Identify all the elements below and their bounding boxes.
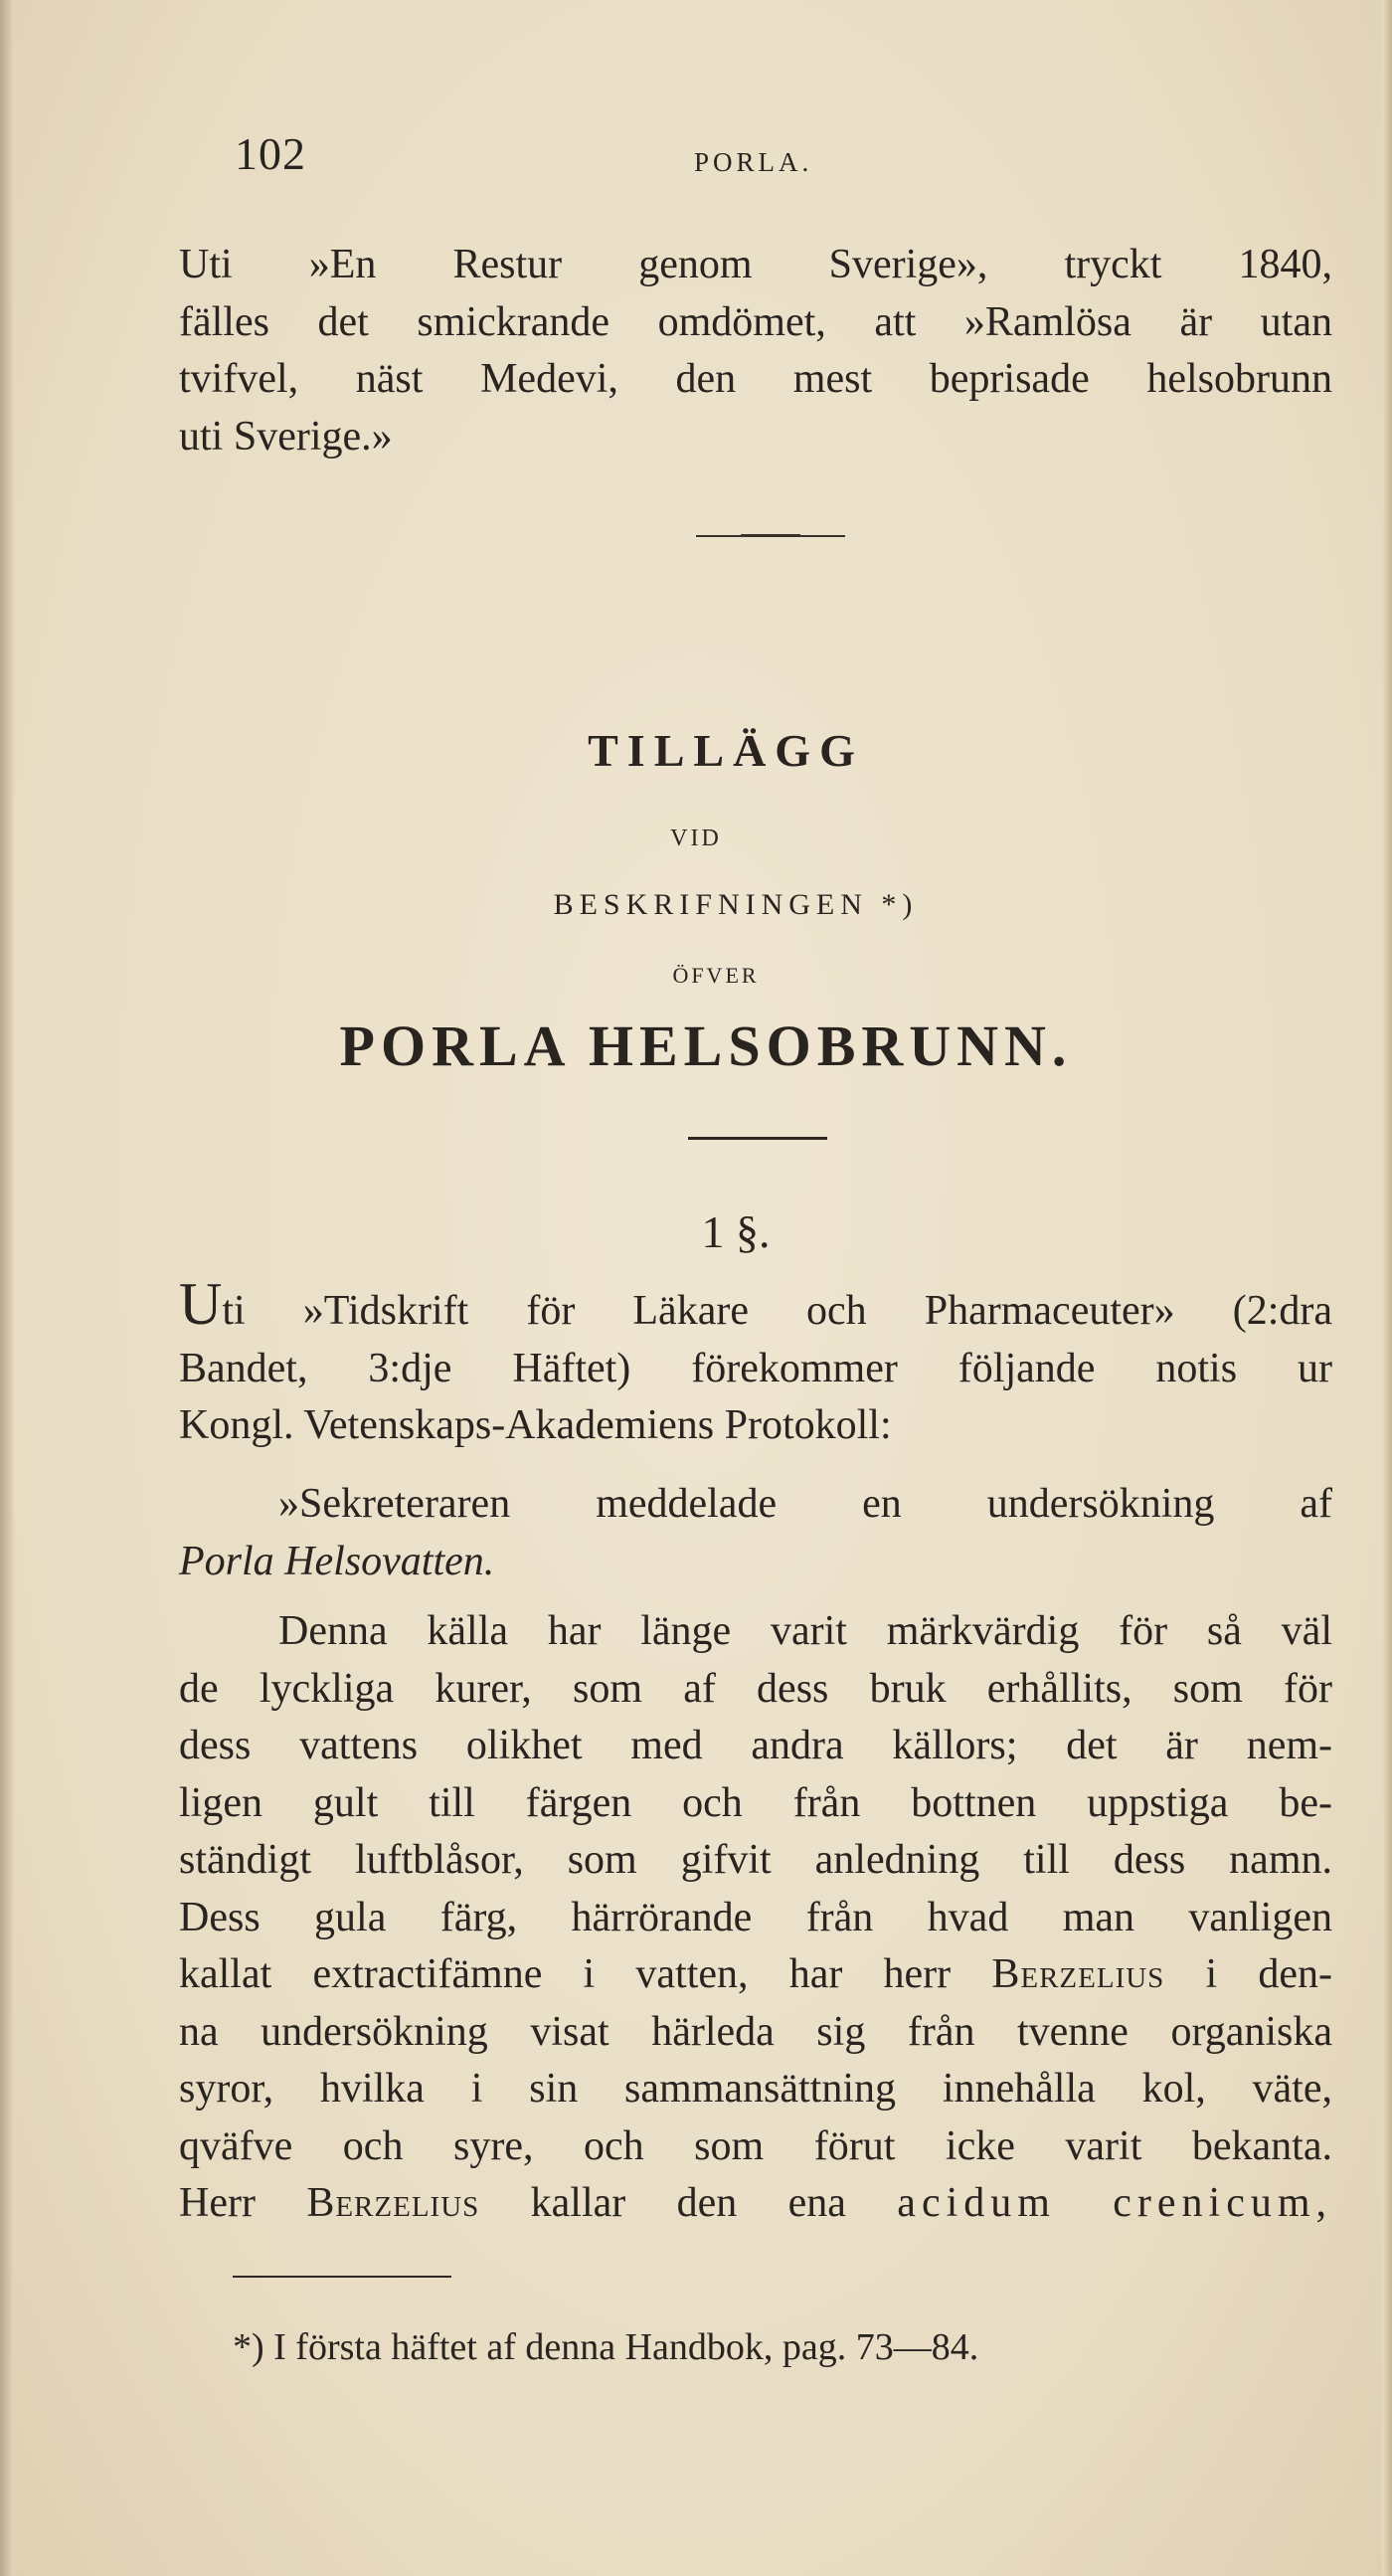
text-line: Dess gula färg, härrörande från hvad man vanligen [179,1894,1332,1940]
text-line: uti Sverige.» [179,413,393,460]
ornamental-rule [696,535,845,537]
author-name: Berzelius [306,2180,480,2226]
page-left-edge [0,0,14,2576]
page-number: 102 [235,128,306,179]
section-paragraph-2 [179,1476,1332,1590]
text-line: »Sekreteraren meddelade en undersökning af [278,1481,1332,1527]
title-ofver: ÖFVER [672,963,760,988]
text-line: ständigt luftblåsor, som gifvit anledning till dess namn. [179,1837,1332,1883]
text-line: tvifvel, näst Medevi, den mest beprisade helsobrunn [179,356,1332,402]
text-fragment: ti »Tidskrift för Läkare och Pharmaceuter» (2:dra [222,1288,1332,1334]
text-line: Uti »En Restur genom Sverige», tryckt 1840, [179,242,1332,287]
author-name: Berzelius [991,1951,1165,1997]
text-line: Denna källa har länge varit märkvärdig för så väl [278,1608,1332,1654]
page-right-edge [1382,0,1392,2576]
text-line: ligen gult till färgen och från bottnen uppstiga be- [179,1779,1332,1826]
text-line: qväfve och syre, och som förut icke varit bekanta. [179,2122,1332,2169]
italic-title: Porla Helsovatten. [179,1538,495,1584]
text-fragment: kallar den ena [530,2180,846,2226]
running-head [235,127,1328,187]
section-heading: 1 §. [701,1206,771,1257]
title-beskrifningen: BESKRIFNINGEN *) [553,888,919,921]
drop-cap: U [179,1271,223,1337]
intro-paragraph [179,237,1332,465]
text-line: Kongl. Vetenskaps-Akademiens Protokoll: [179,1402,892,1448]
latin-term: acidum crenicum, [897,2180,1333,2226]
text-fragment: Herr [179,2180,256,2226]
text-line [179,1271,1332,1341]
footnote: *) I första häftet af denna Handbok, pag. 73—84. [233,2326,979,2368]
text-fragment: i den- [1205,1951,1333,1997]
title-vid: VID [670,826,722,851]
text-line: Bandet, 3:dje Häftet) förekommer följande notis ur [179,1345,1332,1391]
text-line: de lyckliga kurer, som af dess bruk erhållits, som för [179,1665,1332,1712]
section-paragraph-1 [179,1271,1332,1455]
title-porla-helsobrunn: PORLA HELSOBRUNN. [339,1013,1073,1078]
running-title: PORLA. [694,147,813,177]
text-line [179,1946,1332,2004]
text-fragment: kallat extractifämne i vatten, har herr [179,1951,952,1997]
title-tillagg: TILLÄGG [588,725,864,776]
title-rule [688,1137,827,1140]
text-line [179,2175,1332,2233]
text-line: fälles det smickrande omdömet, att »Ramlösa är utan [179,298,1332,345]
section-paragraph-3 [179,1603,1332,2233]
text-line: dess vattens olikhet med andra källors; det är nem- [179,1723,1332,1768]
footnote-rule [233,2276,451,2278]
text-line: syror, hvilka i sin sammansättning innehålla kol, väte, [179,2066,1332,2112]
text-line: na undersökning visat härleda sig från tvenne organiska [179,2008,1332,2055]
